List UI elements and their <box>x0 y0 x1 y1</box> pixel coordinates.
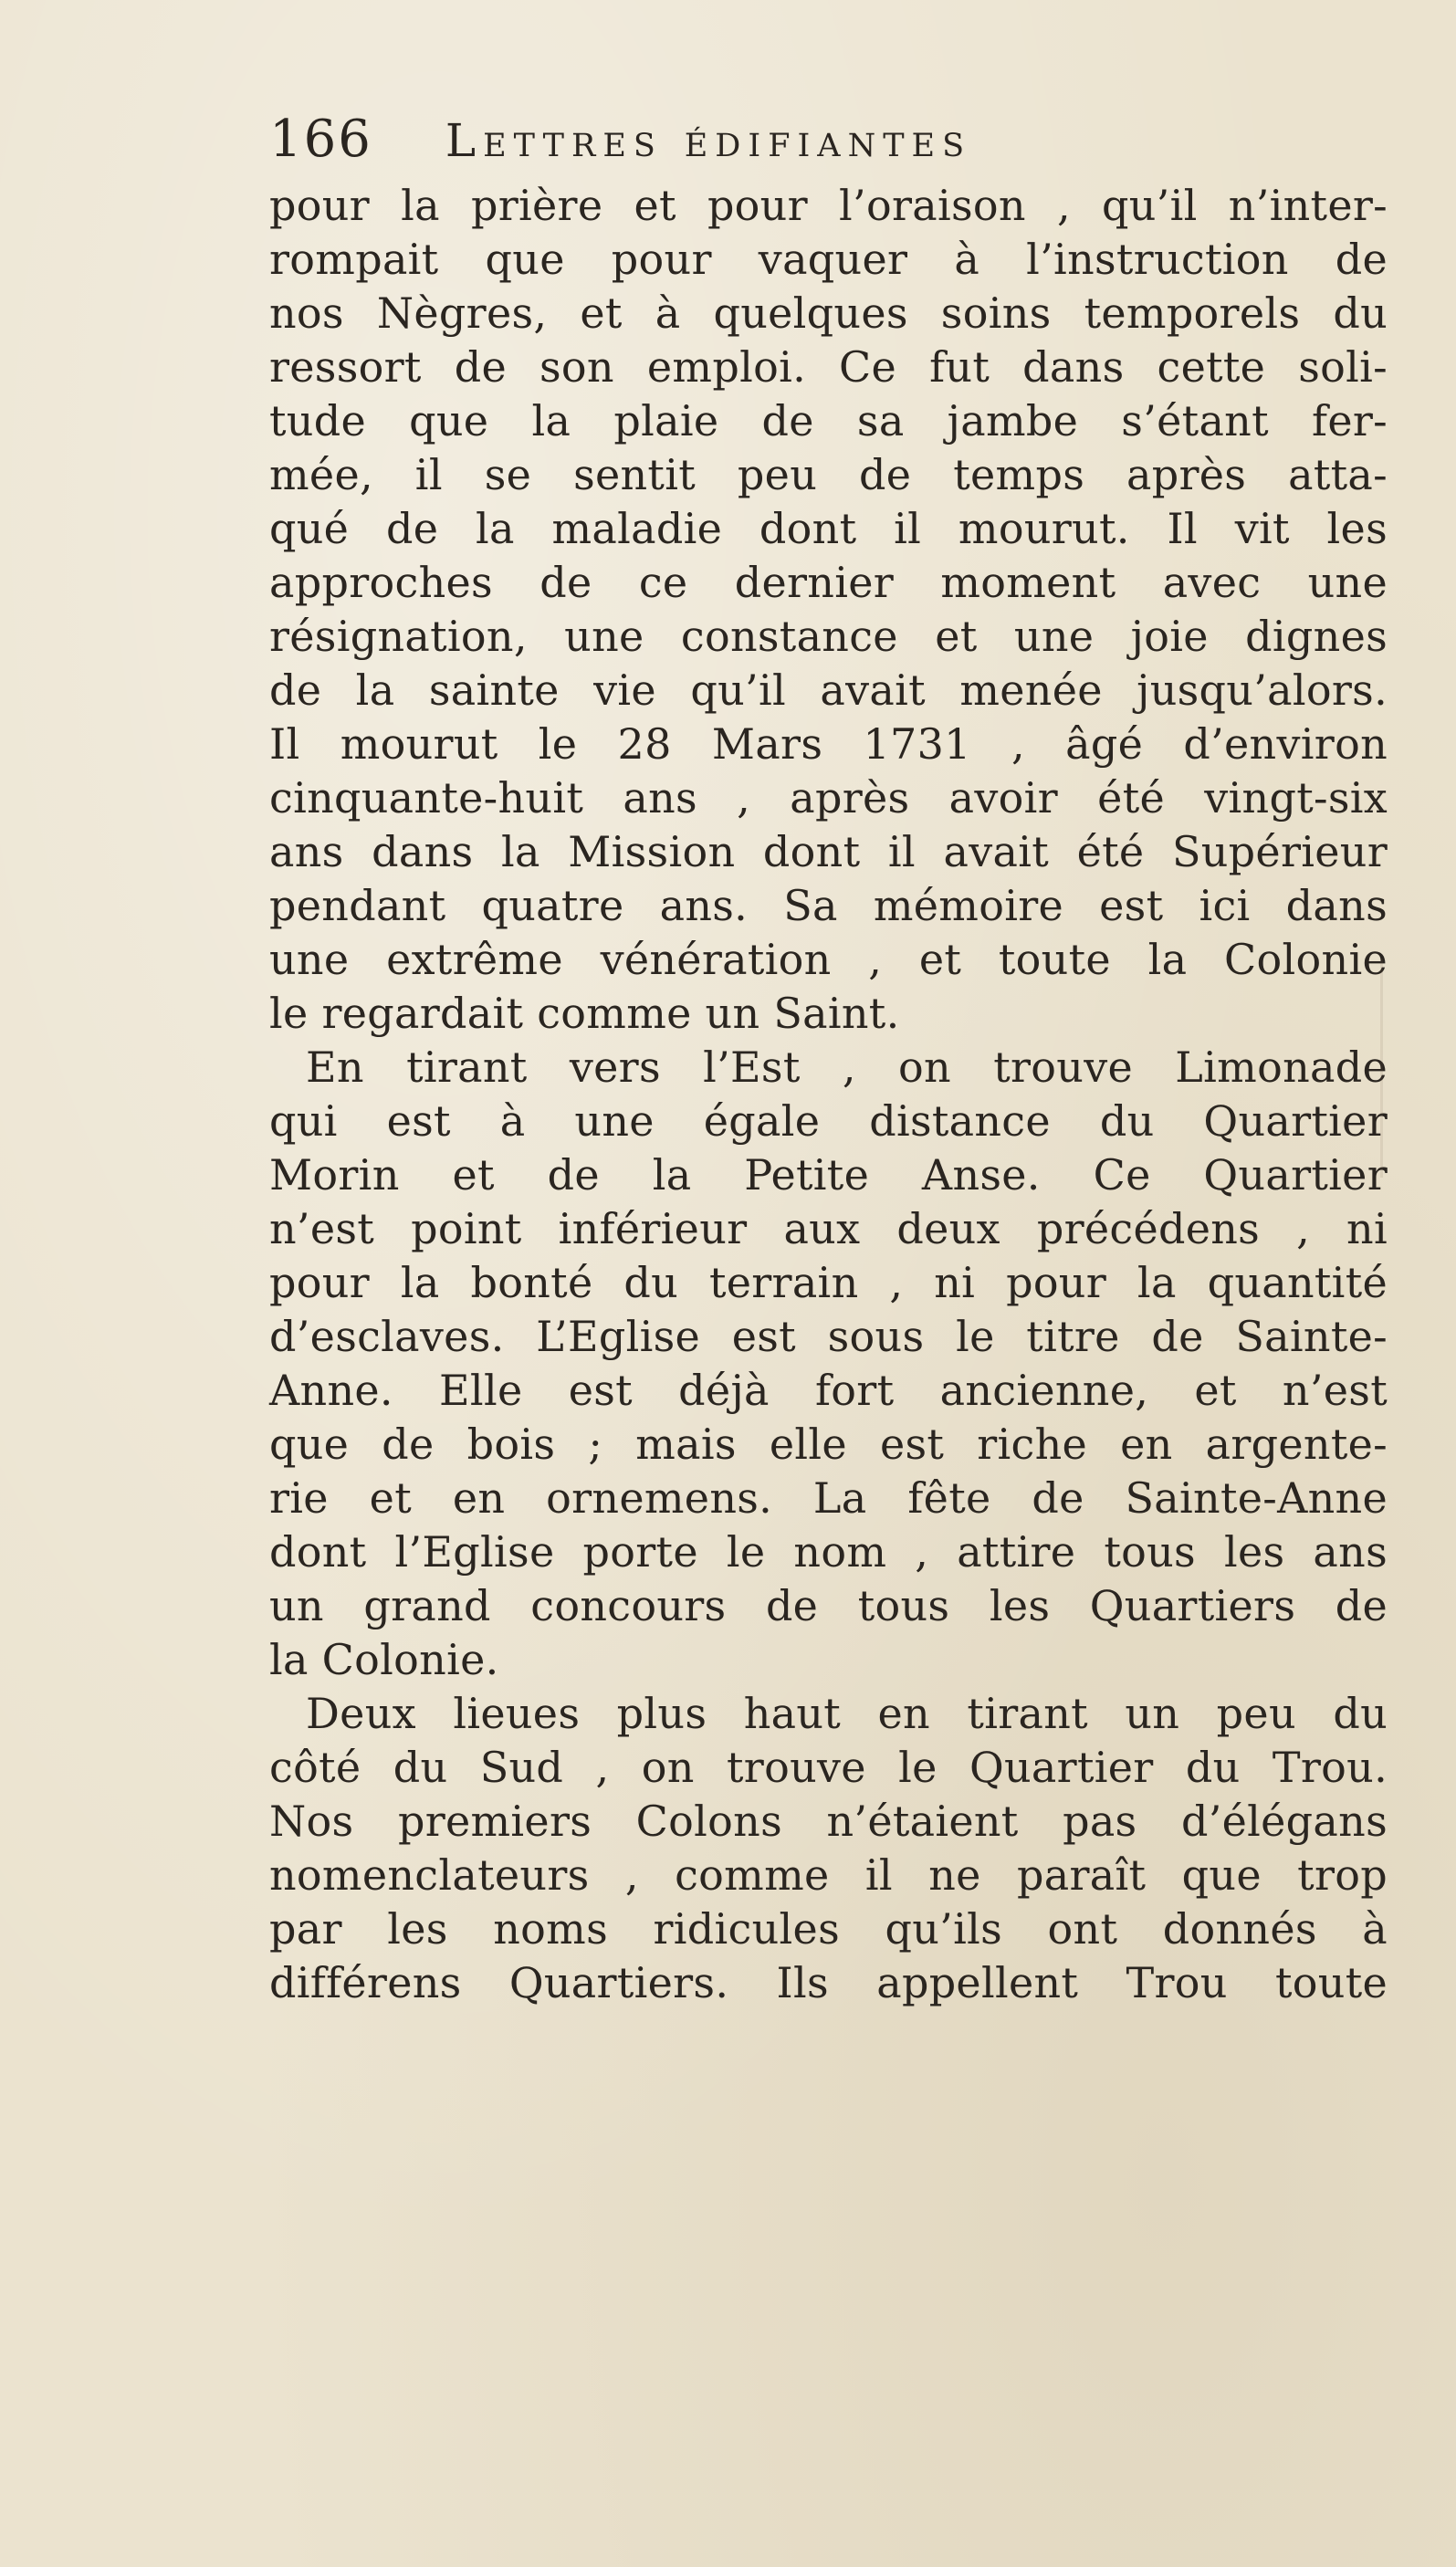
text-line: résignation, une constance et une joie dignes <box>269 612 1388 661</box>
text-line: ressort de son emploi. Ce fut dans cette soli- <box>269 342 1388 392</box>
text-line: dont l’Eglise porte le nom , attire tous les ans <box>269 1527 1388 1577</box>
text-line: le regardait comme un Saint. <box>269 989 900 1038</box>
text-line: approches de ce dernier moment avec une <box>269 558 1388 607</box>
text-line: nomenclateurs , comme il ne paraît que trop <box>269 1850 1388 1900</box>
text-line: rompait que pour vaquer à l’instruction de <box>269 235 1388 284</box>
text-line: ans dans la Mission dont il avait été Supérieur <box>269 827 1388 876</box>
text-line: Nos premiers Colons n’étaient pas d’élégans <box>269 1797 1388 1846</box>
text-line: mée, il se sentit peu de temps après atta- <box>269 450 1388 499</box>
text-line: Deux lieues plus haut en tirant un peu du <box>306 1689 1388 1738</box>
page-number: 166 <box>269 110 372 169</box>
text-line: la Colonie. <box>269 1635 499 1684</box>
paper-fold-mark <box>1380 959 1383 1178</box>
text-line: que de bois ; mais elle est riche en argente- <box>269 1420 1388 1469</box>
text-line: En tirant vers l’Est , on trouve Limonade <box>306 1043 1388 1092</box>
text-line: côté du Sud , on trouve le Quartier du Trou. <box>269 1743 1388 1792</box>
text-line: tude que la plaie de sa jambe s’étant fer- <box>269 396 1388 445</box>
running-title: Lettres édifiantes <box>445 114 972 167</box>
text-line: Anne. Elle est déjà fort ancienne, et n’est <box>269 1366 1388 1415</box>
text-line: rie et en ornemens. La fête de Sainte-Anne <box>269 1473 1388 1523</box>
body-text <box>269 179 1388 2010</box>
text-line: par les noms ridicules qu’ils ont donnés à <box>269 1904 1388 1954</box>
text-line: Morin et de la Petite Anse. Ce Quartier <box>269 1150 1388 1200</box>
text-line: pour la bonté du terrain , ni pour la quantité <box>269 1258 1388 1307</box>
text-line: d’esclaves. L’Eglise est sous le titre de Sainte- <box>269 1312 1388 1361</box>
text-line: nos Nègres, et à quelques soins temporels du <box>269 288 1388 338</box>
text-line: pour la prière et pour l’oraison , qu’il n’inter- <box>269 181 1388 230</box>
text-line: pendant quatre ans. Sa mémoire est ici dans <box>269 881 1388 930</box>
text-line: n’est point inférieur aux deux précédens , ni <box>269 1204 1388 1253</box>
text-line: un grand concours de tous les Quartiers de <box>269 1581 1388 1630</box>
text-line: de la sainte vie qu’il avait menée jusqu’alors. <box>269 665 1388 715</box>
text-line: différens Quartiers. Ils appellent Trou toute <box>269 1958 1388 2007</box>
text-line: qui est à une égale distance du Quartier <box>269 1096 1388 1146</box>
text-line: une extrême vénération , et toute la Colonie <box>269 935 1388 984</box>
text-line: qué de la maladie dont il mourut. Il vit les <box>269 504 1388 553</box>
text-line: Il mourut le 28 Mars 1731 , âgé d’environ <box>269 719 1388 769</box>
text-line: cinquante-huit ans , après avoir été vingt-six <box>269 773 1388 822</box>
page-header <box>269 110 971 173</box>
